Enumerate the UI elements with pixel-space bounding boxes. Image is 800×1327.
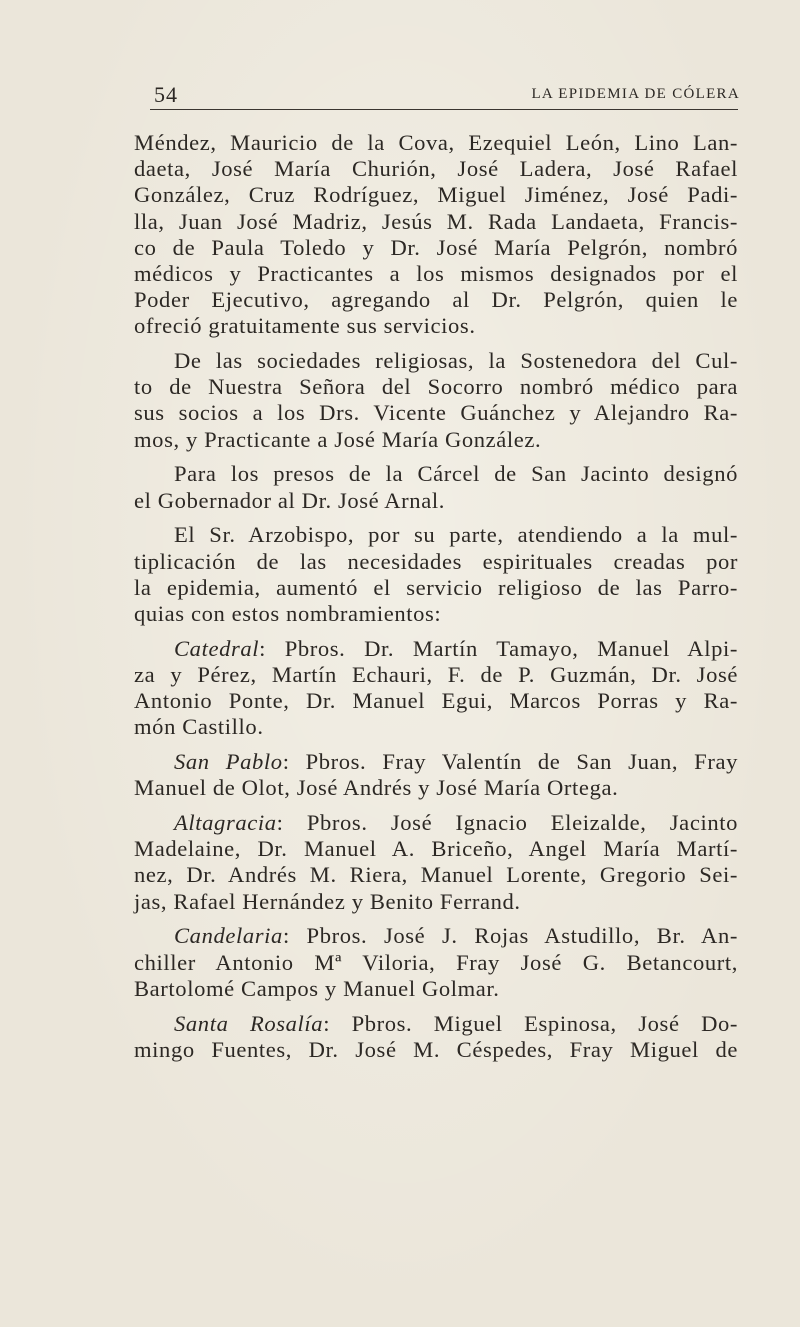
text-line: sus socios a los Drs. Vicente Guánchez y Alejandro Ra-	[134, 400, 738, 426]
text-line	[134, 810, 738, 836]
paragraph	[134, 130, 738, 340]
parish-name: Santa Rosalía	[174, 1010, 324, 1036]
body-text	[134, 130, 738, 1072]
text-line: jas, Rafael Hernández y Benito Ferrand.	[134, 888, 521, 914]
parish-entry-san-pablo	[134, 749, 738, 801]
parish-text: : Pbros. Dr. Martín Tamayo, Manuel Alpi-	[259, 635, 738, 661]
text-line: mos, y Practicante a José María González.	[134, 426, 542, 452]
parish-text: : Pbros. José Ignacio Eleizalde, Jacinto	[276, 810, 738, 836]
text-line: Manuel de Olot, José Andrés y José María Ortega.	[134, 775, 619, 801]
text-line: lla, Juan José Madriz, Jesús M. Rada Landaeta, Francis-	[134, 208, 738, 234]
parish-name: Altagracia	[174, 810, 277, 836]
text-line: Antonio Ponte, Dr. Manuel Egui, Marcos Porras y Ra-	[134, 688, 738, 714]
text-line	[134, 1011, 738, 1037]
text-line: chiller Antonio Mª Viloria, Fray José G. Betancourt,	[134, 949, 738, 975]
text-line: quias con estos nombramientos:	[134, 600, 442, 626]
text-line: De las sociedades religiosas, la Sostenedora del Cul-	[174, 348, 738, 374]
text-line: to de Nuestra Señora del Socorro nombró médico para	[134, 374, 738, 400]
text-line: la epidemia, aumentó el servicio religioso de las Parro-	[134, 574, 738, 600]
text-line: El Sr. Arzobispo, por su parte, atendiendo a la mul-	[174, 522, 738, 548]
text-line: Para los presos de la Cárcel de San Jacinto designó	[174, 461, 738, 487]
running-title: LA EPIDEMIA DE CÓLERA	[531, 86, 740, 102]
text-line: médicos y Practicantes a los mismos designados por el	[134, 260, 738, 286]
text-line: za y Pérez, Martín Echauri, F. de P. Guzmán, Dr. José	[134, 661, 738, 687]
text-line: Poder Ejecutivo, agregando al Dr. Pelgrón, quien le	[134, 287, 738, 313]
parish-entry-santa-rosalia	[134, 1011, 738, 1063]
page-header	[148, 82, 740, 106]
text-line: món Castillo.	[134, 714, 264, 740]
text-line: Méndez, Mauricio de la Cova, Ezequiel León, Lino Lan-	[134, 130, 738, 155]
parish-entry-candelaria	[134, 923, 738, 1002]
text-line	[134, 636, 738, 662]
paragraph	[134, 461, 738, 513]
text-line: co de Paula Toledo y Dr. José María Pelgrón, nombró	[134, 234, 738, 260]
text-line: Bartolomé Campos y Manuel Golmar.	[134, 975, 500, 1001]
parish-text: : Pbros. José J. Rojas Astudillo, Br. An-	[282, 923, 738, 949]
text-line: mingo Fuentes, Dr. José M. Céspedes, Fray Miguel de	[134, 1036, 738, 1062]
parish-entry-catedral	[134, 636, 738, 741]
parish-text: : Pbros. Fray Valentín de San Juan, Fray	[282, 749, 738, 775]
paragraph	[134, 522, 738, 627]
page-number: 54	[154, 82, 178, 107]
parish-entry-altagracia	[134, 810, 738, 915]
text-line: daeta, José María Churión, José Ladera, José Rafael	[134, 156, 738, 182]
text-line: González, Cruz Rodríguez, Miguel Jiménez, José Padi-	[134, 182, 738, 208]
text-line: ofreció gratuitamente sus servicios.	[134, 313, 476, 339]
text-line: Madelaine, Dr. Manuel A. Briceño, Angel María Martí-	[134, 836, 738, 862]
text-line	[134, 923, 738, 949]
parish-name: San Pablo	[174, 749, 283, 775]
text-line	[134, 749, 738, 775]
parish-name: Catedral	[174, 635, 260, 661]
paragraph	[134, 348, 738, 453]
text-line: el Gobernador al Dr. José Arnal.	[134, 487, 445, 513]
text-line: tiplicación de las necesidades espirituales creadas por	[134, 548, 738, 574]
parish-text: : Pbros. Miguel Espinosa, José Do-	[323, 1010, 739, 1036]
text-line: nez, Dr. Andrés M. Riera, Manuel Lorente, Gregorio Sei-	[134, 862, 738, 888]
parish-name: Candelaria	[174, 923, 283, 949]
header-rule	[150, 109, 738, 110]
